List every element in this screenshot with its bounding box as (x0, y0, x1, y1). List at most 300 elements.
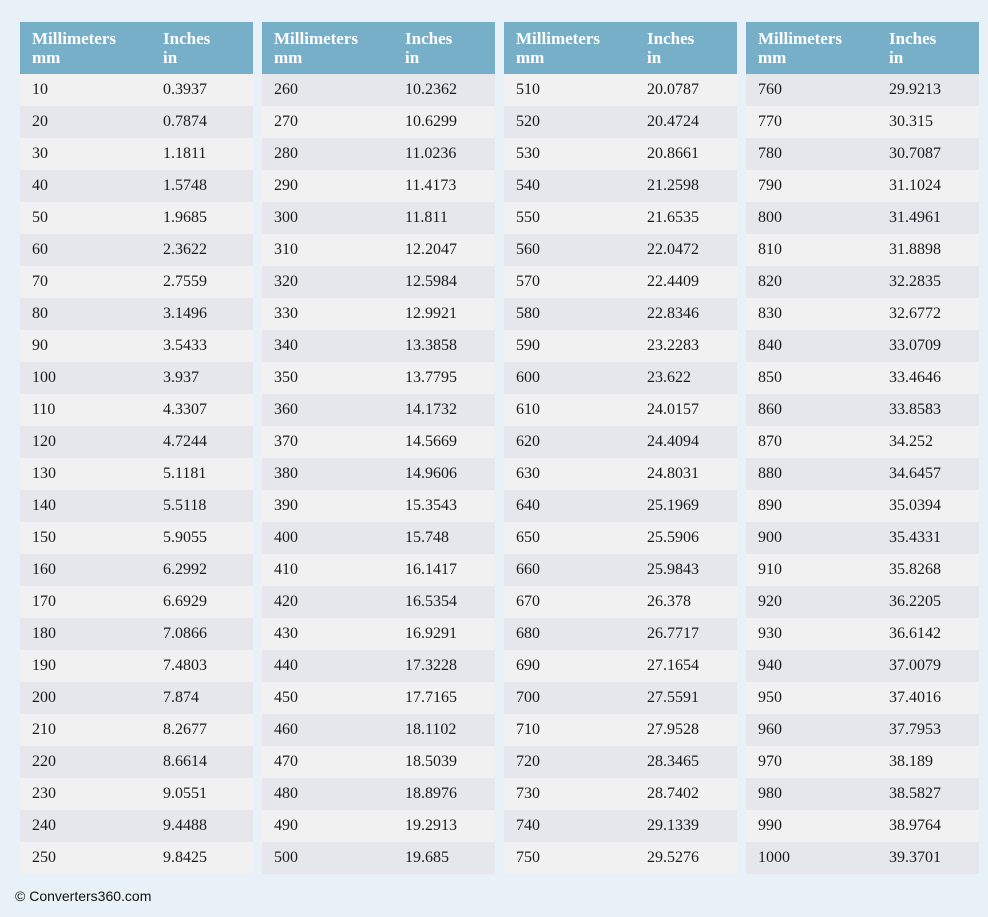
inches-value: 35.8268 (889, 561, 941, 578)
inches-value: 0.3937 (163, 81, 207, 98)
inches-value: 5.1181 (163, 465, 207, 482)
table-row (20, 746, 253, 778)
inches-value: 34.6457 (889, 465, 941, 482)
table-row (504, 714, 737, 746)
table-row (746, 170, 979, 202)
mm-value: 800 (758, 209, 782, 226)
inches-value: 7.4803 (163, 657, 207, 674)
mm-value: 320 (274, 273, 298, 290)
mm-value: 270 (274, 113, 298, 130)
inches-value: 2.7559 (163, 273, 207, 290)
table-row (504, 682, 737, 714)
mm-value: 310 (274, 241, 298, 258)
mm-value: 590 (516, 337, 540, 354)
inches-value: 29.9213 (889, 81, 941, 98)
inches-value: 31.1024 (889, 177, 941, 194)
mm-value: 120 (32, 433, 56, 450)
mm-value: 1000 (758, 849, 790, 866)
inches-value: 29.1339 (647, 817, 699, 834)
inches-value: 9.8425 (163, 849, 207, 866)
mm-value: 510 (516, 81, 540, 98)
mm-value: 970 (758, 753, 782, 770)
table-row (504, 394, 737, 426)
column-header-millimeters: Millimeters mm (758, 29, 843, 67)
inches-value: 19.685 (405, 849, 449, 866)
table-row (504, 266, 737, 298)
table-row (504, 650, 737, 682)
table-row (504, 778, 737, 810)
table-row (746, 810, 979, 842)
mm-value: 980 (758, 785, 782, 802)
table-row (746, 522, 979, 554)
mm-value: 720 (516, 753, 540, 770)
mm-value: 70 (32, 273, 48, 290)
table-row (20, 202, 253, 234)
table-row (504, 426, 737, 458)
inches-value: 11.4173 (405, 177, 457, 194)
table-row (20, 362, 253, 394)
mm-value: 520 (516, 113, 540, 130)
table-row (20, 842, 253, 874)
inches-value: 24.8031 (647, 465, 699, 482)
column-header-inches: Inches in (889, 29, 937, 67)
column-header-inches: Inches in (405, 29, 453, 67)
conversion-table-2 (262, 22, 495, 874)
table-row (262, 74, 495, 106)
table-header (262, 22, 495, 74)
inches-value: 6.6929 (163, 593, 207, 610)
column-header-inches: Inches in (647, 29, 695, 67)
table-row (746, 778, 979, 810)
table-row (746, 394, 979, 426)
mm-value: 20 (32, 113, 48, 130)
table-row (504, 234, 737, 266)
inches-value: 30.315 (889, 113, 933, 130)
table-row (20, 682, 253, 714)
table-row (262, 810, 495, 842)
inches-value: 20.8661 (647, 145, 699, 162)
inches-value: 38.189 (889, 753, 933, 770)
table-body (746, 74, 979, 874)
inches-value: 25.9843 (647, 561, 699, 578)
table-row (746, 298, 979, 330)
mm-value: 340 (274, 337, 298, 354)
conversion-table-3 (504, 22, 737, 874)
mm-value: 930 (758, 625, 782, 642)
mm-value: 950 (758, 689, 782, 706)
column-header-millimeters: Millimeters mm (274, 29, 359, 67)
inches-value: 35.0394 (889, 497, 941, 514)
table-row (746, 554, 979, 586)
mm-value: 780 (758, 145, 782, 162)
inches-value: 20.4724 (647, 113, 699, 130)
table-row (746, 682, 979, 714)
inches-value: 18.8976 (405, 785, 457, 802)
mm-value: 770 (758, 113, 782, 130)
column-header-millimeters: Millimeters mm (516, 29, 601, 67)
mm-value: 570 (516, 273, 540, 290)
table-row (746, 618, 979, 650)
table-row (746, 106, 979, 138)
inches-value: 33.8583 (889, 401, 941, 418)
inches-value: 7.0866 (163, 625, 207, 642)
inches-value: 39.3701 (889, 849, 941, 866)
inches-value: 18.5039 (405, 753, 457, 770)
table-body (262, 74, 495, 874)
table-row (746, 138, 979, 170)
inches-value: 0.7874 (163, 113, 207, 130)
inches-value: 37.4016 (889, 689, 941, 706)
mm-value: 790 (758, 177, 782, 194)
mm-value: 390 (274, 497, 298, 514)
mm-value: 880 (758, 465, 782, 482)
inches-value: 31.4961 (889, 209, 941, 226)
inches-value: 6.2992 (163, 561, 207, 578)
table-row (746, 426, 979, 458)
inches-value: 20.0787 (647, 81, 699, 98)
table-row (262, 394, 495, 426)
table-row (504, 362, 737, 394)
mm-value: 200 (32, 689, 56, 706)
table-row (504, 554, 737, 586)
mm-value: 420 (274, 593, 298, 610)
table-row (504, 842, 737, 874)
table-row (746, 362, 979, 394)
table-header (746, 22, 979, 74)
mm-value: 580 (516, 305, 540, 322)
inches-value: 22.0472 (647, 241, 699, 258)
mm-value: 260 (274, 81, 298, 98)
table-row (20, 266, 253, 298)
mm-value: 300 (274, 209, 298, 226)
mm-value: 470 (274, 753, 298, 770)
table-row (504, 618, 737, 650)
inches-value: 30.7087 (889, 145, 941, 162)
table-row (20, 522, 253, 554)
table-header (20, 22, 253, 74)
table-body (504, 74, 737, 874)
table-row (746, 586, 979, 618)
inches-value: 31.8898 (889, 241, 941, 258)
table-row (746, 330, 979, 362)
table-row (262, 714, 495, 746)
mm-value: 350 (274, 369, 298, 386)
mm-value: 650 (516, 529, 540, 546)
inches-value: 37.0079 (889, 657, 941, 674)
mm-value: 730 (516, 785, 540, 802)
table-row (262, 746, 495, 778)
table-row (20, 778, 253, 810)
mm-value: 450 (274, 689, 298, 706)
table-row (20, 714, 253, 746)
inches-value: 19.2913 (405, 817, 457, 834)
table-row (504, 106, 737, 138)
mm-value: 400 (274, 529, 298, 546)
table-row (262, 778, 495, 810)
mm-value: 180 (32, 625, 56, 642)
inches-value: 1.1811 (163, 145, 207, 162)
inches-value: 11.811 (405, 209, 448, 226)
inches-value: 5.5118 (163, 497, 207, 514)
inches-value: 24.4094 (647, 433, 699, 450)
table-row (262, 682, 495, 714)
table-row (746, 458, 979, 490)
inches-value: 25.5906 (647, 529, 699, 546)
mm-value: 190 (32, 657, 56, 674)
inches-value: 8.6614 (163, 753, 207, 770)
inches-value: 14.1732 (405, 401, 457, 418)
inches-value: 25.1969 (647, 497, 699, 514)
inches-value: 3.5433 (163, 337, 207, 354)
table-row (504, 138, 737, 170)
inches-value: 9.0551 (163, 785, 207, 802)
table-row (262, 362, 495, 394)
table-row (262, 330, 495, 362)
mm-value: 850 (758, 369, 782, 386)
table-row (262, 266, 495, 298)
inches-value: 16.1417 (405, 561, 457, 578)
mm-value: 410 (274, 561, 298, 578)
inches-value: 15.748 (405, 529, 449, 546)
table-row (746, 202, 979, 234)
table-row (20, 554, 253, 586)
inches-value: 10.2362 (405, 81, 457, 98)
mm-value: 170 (32, 593, 56, 610)
mm-value: 610 (516, 401, 540, 418)
inches-value: 37.7953 (889, 721, 941, 738)
table-row (504, 522, 737, 554)
table-row (746, 490, 979, 522)
mm-value: 100 (32, 369, 56, 386)
table-row (746, 714, 979, 746)
mm-value: 250 (32, 849, 56, 866)
table-row (262, 458, 495, 490)
mm-value: 10 (32, 81, 48, 98)
table-row (746, 746, 979, 778)
inches-value: 13.3858 (405, 337, 457, 354)
inches-value: 35.4331 (889, 529, 941, 546)
table-row (262, 298, 495, 330)
inches-value: 10.6299 (405, 113, 457, 130)
mm-value: 90 (32, 337, 48, 354)
mm-value: 150 (32, 529, 56, 546)
inches-value: 26.7717 (647, 625, 699, 642)
mm-value: 380 (274, 465, 298, 482)
inches-value: 17.3228 (405, 657, 457, 674)
inches-value: 21.6535 (647, 209, 699, 226)
mm-value: 740 (516, 817, 540, 834)
table-row (504, 74, 737, 106)
inches-value: 21.2598 (647, 177, 699, 194)
mm-value: 50 (32, 209, 48, 226)
inches-value: 9.4488 (163, 817, 207, 834)
mm-value: 990 (758, 817, 782, 834)
mm-value: 810 (758, 241, 782, 258)
table-row (20, 234, 253, 266)
inches-value: 28.7402 (647, 785, 699, 802)
mm-value: 670 (516, 593, 540, 610)
table-row (504, 490, 737, 522)
mm-value: 160 (32, 561, 56, 578)
inches-value: 13.7795 (405, 369, 457, 386)
mm-value: 680 (516, 625, 540, 642)
inches-value: 27.1654 (647, 657, 699, 674)
inches-value: 16.5354 (405, 593, 457, 610)
mm-value: 640 (516, 497, 540, 514)
table-row (20, 458, 253, 490)
table-row (262, 234, 495, 266)
table-row (262, 490, 495, 522)
table-row (262, 170, 495, 202)
mm-value: 60 (32, 241, 48, 258)
table-row (504, 586, 737, 618)
mm-value: 110 (32, 401, 56, 418)
inches-value: 3.937 (163, 369, 199, 386)
mm-value: 920 (758, 593, 782, 610)
table-row (20, 810, 253, 842)
inches-value: 22.4409 (647, 273, 699, 290)
table-row (262, 586, 495, 618)
mm-value: 240 (32, 817, 56, 834)
inches-value: 2.3622 (163, 241, 207, 258)
inches-value: 15.3543 (405, 497, 457, 514)
inches-value: 38.9764 (889, 817, 941, 834)
mm-value: 290 (274, 177, 298, 194)
table-row (262, 842, 495, 874)
mm-value: 940 (758, 657, 782, 674)
table-row (20, 330, 253, 362)
inches-value: 22.8346 (647, 305, 699, 322)
inches-value: 14.5669 (405, 433, 457, 450)
mm-value: 130 (32, 465, 56, 482)
mm-value: 220 (32, 753, 56, 770)
mm-value: 210 (32, 721, 56, 738)
table-body (20, 74, 253, 874)
mm-value: 900 (758, 529, 782, 546)
table-row (20, 490, 253, 522)
table-row (504, 746, 737, 778)
inches-value: 18.1102 (405, 721, 457, 738)
inches-value: 8.2677 (163, 721, 207, 738)
table-row (262, 618, 495, 650)
inches-value: 16.9291 (405, 625, 457, 642)
inches-value: 4.7244 (163, 433, 207, 450)
inches-value: 12.2047 (405, 241, 457, 258)
inches-value: 3.1496 (163, 305, 207, 322)
mm-value: 370 (274, 433, 298, 450)
table-row (262, 522, 495, 554)
mm-value: 710 (516, 721, 540, 738)
inches-value: 5.9055 (163, 529, 207, 546)
mm-value: 550 (516, 209, 540, 226)
inches-value: 36.2205 (889, 593, 941, 610)
mm-value: 280 (274, 145, 298, 162)
table-row (504, 170, 737, 202)
mm-value: 490 (274, 817, 298, 834)
inches-value: 33.4646 (889, 369, 941, 386)
table-row (262, 554, 495, 586)
inches-value: 32.6772 (889, 305, 941, 322)
mm-value: 80 (32, 305, 48, 322)
mm-value: 460 (274, 721, 298, 738)
inches-value: 11.0236 (405, 145, 457, 162)
table-row (504, 298, 737, 330)
mm-value: 620 (516, 433, 540, 450)
mm-value: 480 (274, 785, 298, 802)
mm-value: 40 (32, 177, 48, 194)
inches-value: 7.874 (163, 689, 199, 706)
mm-value: 760 (758, 81, 782, 98)
table-row (20, 650, 253, 682)
table-row (20, 170, 253, 202)
inches-value: 17.7165 (405, 689, 457, 706)
mm-value: 820 (758, 273, 782, 290)
table-row (262, 106, 495, 138)
mm-value: 890 (758, 497, 782, 514)
inches-value: 38.5827 (889, 785, 941, 802)
table-row (746, 234, 979, 266)
inches-value: 34.252 (889, 433, 933, 450)
inches-value: 14.9606 (405, 465, 457, 482)
table-row (746, 650, 979, 682)
inches-value: 24.0157 (647, 401, 699, 418)
inches-value: 33.0709 (889, 337, 941, 354)
mm-value: 360 (274, 401, 298, 418)
mm-value: 910 (758, 561, 782, 578)
mm-value: 600 (516, 369, 540, 386)
mm-value: 700 (516, 689, 540, 706)
mm-value: 630 (516, 465, 540, 482)
mm-value: 230 (32, 785, 56, 802)
table-row (262, 426, 495, 458)
mm-value: 500 (274, 849, 298, 866)
inches-value: 29.5276 (647, 849, 699, 866)
table-row (504, 458, 737, 490)
conversion-table-4 (746, 22, 979, 874)
table-row (504, 810, 737, 842)
mm-value: 870 (758, 433, 782, 450)
inches-value: 27.9528 (647, 721, 699, 738)
inches-value: 1.5748 (163, 177, 207, 194)
mm-value: 540 (516, 177, 540, 194)
mm-value: 860 (758, 401, 782, 418)
inches-value: 12.5984 (405, 273, 457, 290)
inches-value: 36.6142 (889, 625, 941, 642)
inches-value: 26.378 (647, 593, 691, 610)
table-row (262, 202, 495, 234)
table-row (504, 202, 737, 234)
table-row (746, 266, 979, 298)
inches-value: 1.9685 (163, 209, 207, 226)
table-row (20, 138, 253, 170)
table-row (504, 330, 737, 362)
conversion-table-1 (20, 22, 253, 874)
table-row (746, 74, 979, 106)
mm-value: 440 (274, 657, 298, 674)
table-row (20, 426, 253, 458)
table-row (20, 586, 253, 618)
mm-value: 750 (516, 849, 540, 866)
table-row (20, 74, 253, 106)
table-row (20, 394, 253, 426)
mm-value: 430 (274, 625, 298, 642)
table-row (746, 842, 979, 874)
column-header-inches: Inches in (163, 29, 211, 67)
inches-value: 28.3465 (647, 753, 699, 770)
mm-value: 30 (32, 145, 48, 162)
mm-value: 660 (516, 561, 540, 578)
table-header (504, 22, 737, 74)
